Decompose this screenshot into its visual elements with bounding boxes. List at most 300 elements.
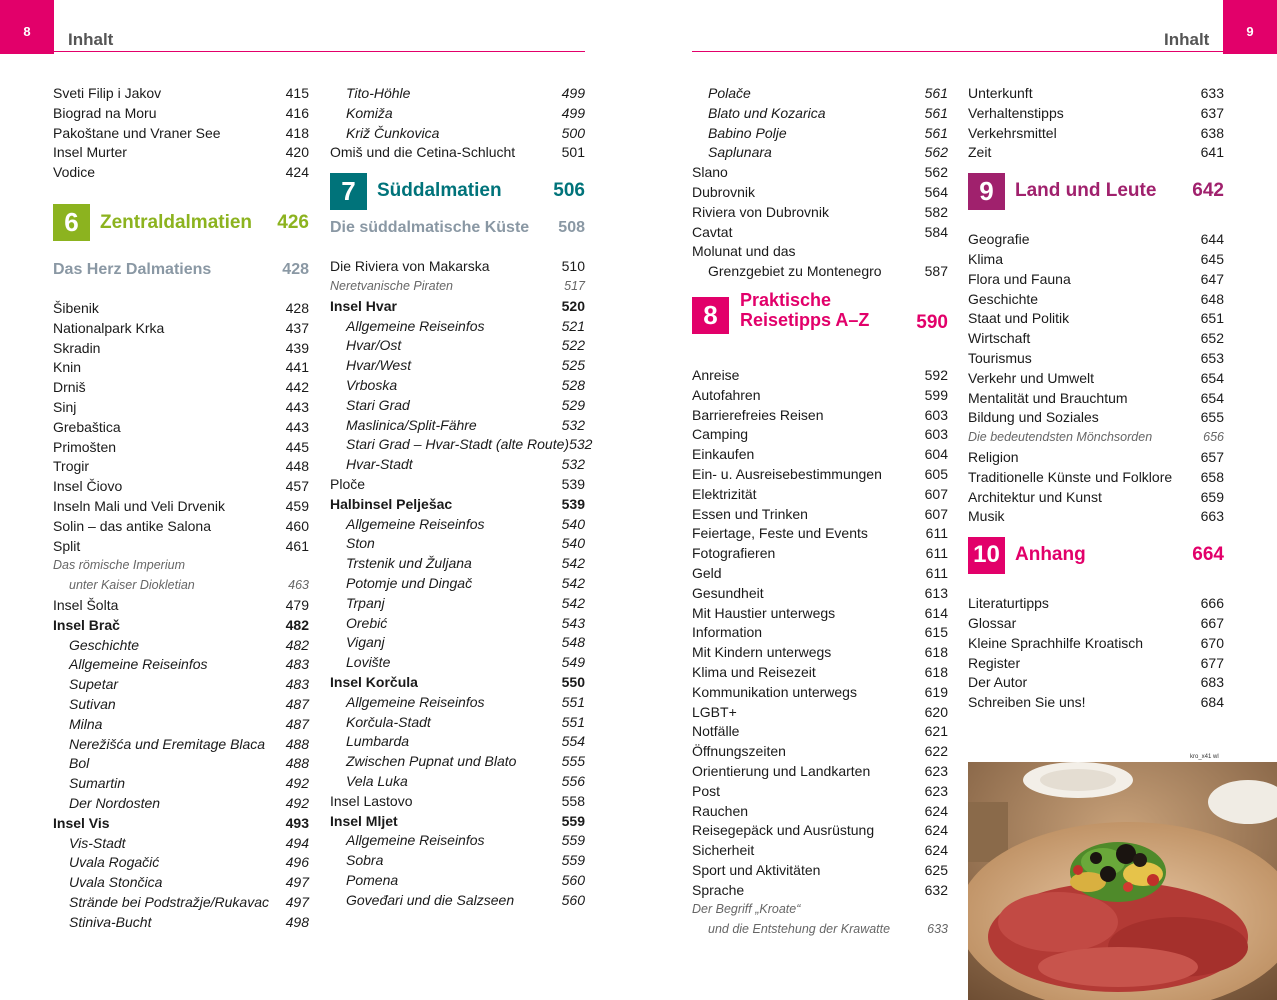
section-page: 508 xyxy=(558,219,585,237)
toc-entry[interactable] xyxy=(330,277,585,297)
section-title: Das Herz Dalmatiens xyxy=(53,260,212,278)
chapter-10-heading[interactable] xyxy=(968,535,1224,575)
toc-entry-page: 618 xyxy=(924,663,948,680)
toc-entry-page: 613 xyxy=(924,584,948,601)
toc-entry[interactable] xyxy=(968,448,1224,468)
toc-entry-page: 501 xyxy=(561,144,585,161)
toc-entry[interactable] xyxy=(330,633,585,653)
toc-entry[interactable] xyxy=(968,408,1224,428)
toc-entry[interactable] xyxy=(330,455,585,475)
toc-entry[interactable] xyxy=(968,389,1224,409)
toc-entry[interactable] xyxy=(968,84,1224,104)
toc-entry-label: Vrboska xyxy=(346,376,398,393)
toc-entry-label: Stiniva-Bucht xyxy=(69,913,152,930)
toc-entry[interactable] xyxy=(968,309,1224,329)
toc-entry[interactable] xyxy=(968,230,1224,250)
toc-list xyxy=(968,594,1224,713)
toc-entry-page: 560 xyxy=(561,891,585,908)
toc-entry-page: 500 xyxy=(561,124,585,141)
toc-entry-page: 442 xyxy=(285,379,309,396)
toc-entry-page: 492 xyxy=(285,794,309,811)
toc-entry[interactable] xyxy=(53,754,309,774)
toc-entry-page: 540 xyxy=(561,535,585,552)
toc-entry-label: Sveti Filip i Jakov xyxy=(53,85,162,101)
toc-entry-page: 670 xyxy=(1200,634,1224,651)
toc-entry-page: 684 xyxy=(1200,694,1224,711)
toc-entry-page: 584 xyxy=(924,223,948,240)
toc-entry[interactable] xyxy=(330,713,585,733)
toc-entry-page: 655 xyxy=(1200,409,1224,426)
toc-entry[interactable] xyxy=(692,143,948,163)
toc-entry-page: 654 xyxy=(1200,389,1224,406)
toc-entry[interactable] xyxy=(692,84,948,104)
toc-entry-page: 621 xyxy=(924,723,948,740)
toc-entry-label: Pakoštane und Vraner See xyxy=(53,124,221,141)
toc-list xyxy=(53,299,309,933)
toc-entry[interactable] xyxy=(330,732,585,752)
toc-entry[interactable] xyxy=(330,143,585,163)
toc-entry-page: 619 xyxy=(924,683,948,700)
toc-entry[interactable] xyxy=(968,250,1224,270)
toc-entry-label: Fotografieren xyxy=(692,545,776,562)
toc-entry[interactable] xyxy=(53,695,309,715)
toc-entry[interactable] xyxy=(330,554,585,574)
toc-entry-page: 532 xyxy=(561,416,585,433)
toc-entry-label: Klima xyxy=(968,250,1004,267)
toc-entry-label: Geografie xyxy=(968,231,1030,248)
toc-entry-page: 654 xyxy=(1200,369,1224,386)
toc-entry[interactable] xyxy=(53,124,309,144)
chapter-6-heading[interactable] xyxy=(53,203,309,243)
toc-entry-label: Mit Kindern unterwegs xyxy=(692,644,832,661)
toc-entry[interactable] xyxy=(53,438,309,458)
toc-entry-label: Sport und Aktivitäten xyxy=(692,861,821,878)
toc-entry[interactable] xyxy=(692,465,948,485)
toc-entry-label: Architektur und Kunst xyxy=(968,488,1102,505)
toc-entry[interactable] xyxy=(330,257,585,277)
toc-entry[interactable] xyxy=(53,616,309,636)
toc-column-3 xyxy=(692,84,948,940)
toc-entry[interactable] xyxy=(330,614,585,634)
toc-entry[interactable] xyxy=(53,497,309,517)
toc-entry[interactable] xyxy=(53,537,309,557)
toc-entry-page: 611 xyxy=(925,525,948,542)
toc-entry-label: Insel Lastovo xyxy=(330,792,413,809)
toc-entry-label: Supetar xyxy=(69,676,119,693)
toc-entry-page: 416 xyxy=(285,104,309,121)
toc-entry-page: 488 xyxy=(285,735,309,752)
toc-entry-label: Insel Korčula xyxy=(330,673,418,690)
toc-entry[interactable] xyxy=(968,124,1224,144)
toc-entry-label: Insel Brač xyxy=(53,616,120,633)
toc-entry[interactable] xyxy=(330,104,585,124)
toc-entry-page: 483 xyxy=(285,656,309,673)
toc-entry[interactable] xyxy=(330,297,585,317)
toc-entry[interactable] xyxy=(692,841,948,861)
toc-entry-page: 539 xyxy=(561,495,585,512)
toc-entry-label: und die Entstehung der Krawatte xyxy=(708,922,891,937)
toc-entry[interactable] xyxy=(692,821,948,841)
toc-entry-page: 653 xyxy=(1200,349,1224,366)
toc-entry[interactable] xyxy=(692,485,948,505)
toc-entry[interactable] xyxy=(330,317,585,337)
toc-entry-page: 525 xyxy=(561,357,585,374)
toc-entry[interactable] xyxy=(330,752,585,772)
toc-entry[interactable] xyxy=(968,290,1224,310)
toc-entry[interactable] xyxy=(692,643,948,663)
toc-entry-label: Register xyxy=(968,654,1021,671)
toc-entry[interactable] xyxy=(53,457,309,477)
toc-entry-label: unter Kaiser Diokletian xyxy=(69,578,195,593)
toc-entry[interactable] xyxy=(330,851,585,871)
chapter-title: Anhang xyxy=(1015,544,1086,566)
toc-entry[interactable] xyxy=(53,853,309,873)
toc-entry-page: 614 xyxy=(924,604,948,621)
toc-entry[interactable] xyxy=(330,831,585,851)
toc-entry-label: Stari Grad xyxy=(346,396,410,413)
section-heading[interactable] xyxy=(330,219,585,241)
toc-entry-label: Tito-Höhle xyxy=(346,85,411,101)
toc-entry[interactable] xyxy=(692,544,948,564)
toc-entry-page: 624 xyxy=(924,822,948,839)
toc-entry[interactable] xyxy=(968,594,1224,614)
toc-entry[interactable] xyxy=(330,574,585,594)
toc-entry-page: 623 xyxy=(924,762,948,779)
toc-entry[interactable] xyxy=(330,653,585,673)
toc-entry[interactable] xyxy=(330,435,593,455)
toc-entry[interactable] xyxy=(968,270,1224,290)
toc-entry[interactable] xyxy=(53,774,309,794)
toc-entry[interactable] xyxy=(968,614,1224,634)
toc-entry[interactable] xyxy=(692,242,948,262)
toc-entry[interactable] xyxy=(53,655,309,675)
toc-entry[interactable] xyxy=(692,223,948,243)
toc-entry[interactable] xyxy=(692,762,948,782)
toc-entry[interactable] xyxy=(330,693,585,713)
left-page-header: Inhalt xyxy=(68,30,114,49)
toc-entry-page: 620 xyxy=(924,703,948,720)
toc-entry[interactable] xyxy=(968,488,1224,508)
toc-entry[interactable] xyxy=(692,262,948,282)
toc-column-1 xyxy=(53,84,309,932)
toc-entry[interactable] xyxy=(968,428,1224,448)
toc-entry[interactable] xyxy=(692,722,948,742)
toc-entry[interactable] xyxy=(53,299,309,319)
toc-entry[interactable] xyxy=(53,339,309,359)
toc-entry[interactable] xyxy=(53,794,309,814)
toc-entry-page: 611 xyxy=(925,545,948,562)
toc-entry[interactable] xyxy=(692,900,948,920)
toc-entry[interactable] xyxy=(53,398,309,418)
toc-entry[interactable] xyxy=(692,604,948,624)
toc-entry[interactable] xyxy=(53,873,309,893)
toc-entry-page: 656 xyxy=(1203,430,1224,445)
toc-entry-page: 448 xyxy=(285,458,309,475)
toc-entry-page: 540 xyxy=(561,515,585,532)
toc-entry[interactable] xyxy=(692,703,948,723)
toc-entry-label: Unterkunft xyxy=(968,85,1033,101)
photo-credit: kro_x41 wl xyxy=(1190,754,1219,760)
toc-entry[interactable] xyxy=(330,84,585,104)
toc-entry-label: Primošten xyxy=(53,438,117,455)
toc-entry[interactable] xyxy=(330,594,585,614)
toc-entry-page: 592 xyxy=(924,366,948,383)
toc-entry[interactable] xyxy=(692,445,948,465)
toc-entry[interactable] xyxy=(692,663,948,683)
toc-entry-label: Stari Grad – Hvar-Stadt (alte Route) xyxy=(346,436,570,453)
toc-entry-label: Vela Luka xyxy=(346,772,408,789)
toc-entry[interactable] xyxy=(53,576,309,596)
toc-entry-label: Viganj xyxy=(346,634,385,651)
toc-list xyxy=(330,84,585,163)
toc-entry[interactable] xyxy=(692,203,948,223)
toc-entry-label: Korčula-Stadt xyxy=(346,713,431,730)
toc-entry-page: 542 xyxy=(561,555,585,572)
toc-entry-label: Geld xyxy=(692,564,722,581)
toc-entry-label: Allgemeine Reiseinfos xyxy=(69,656,208,673)
toc-entry-label: Slano xyxy=(692,164,728,181)
chapter-8-heading[interactable] xyxy=(692,290,948,338)
toc-entry[interactable] xyxy=(968,673,1224,693)
toc-entry-label: Verhaltenstipps xyxy=(968,104,1064,121)
toc-entry-label: Feiertage, Feste und Events xyxy=(692,525,868,542)
toc-entry[interactable] xyxy=(330,495,585,515)
toc-entry[interactable] xyxy=(692,104,948,124)
toc-entry[interactable] xyxy=(692,920,948,940)
toc-entry-label: Riviera von Dubrovnik xyxy=(692,203,829,220)
toc-entry[interactable] xyxy=(53,84,309,104)
toc-entry-page: 498 xyxy=(285,913,309,930)
right-page-header: Inhalt xyxy=(1164,30,1210,49)
toc-entry[interactable] xyxy=(692,406,948,426)
toc-entry-label: Allgemeine Reiseinfos xyxy=(346,693,485,710)
toc-entry[interactable] xyxy=(53,517,309,537)
toc-entry[interactable] xyxy=(330,891,585,911)
toc-entry-label: Skradin xyxy=(53,339,101,356)
toc-entry[interactable] xyxy=(692,881,948,901)
toc-entry-label: Maslinica/Split-Fähre xyxy=(346,416,477,433)
toc-entry-label: Kleine Sprachhilfe Kroatisch xyxy=(968,634,1144,651)
toc-entry-page: 522 xyxy=(561,337,585,354)
toc-entry[interactable] xyxy=(968,693,1224,713)
toc-entry-label: Omiš und die Cetina-Schlucht xyxy=(330,144,516,161)
toc-entry-page: 559 xyxy=(561,832,585,849)
toc-entry-page: 632 xyxy=(924,881,948,898)
toc-entry-page: 615 xyxy=(924,624,948,641)
toc-entry[interactable] xyxy=(53,596,309,616)
chapter-page: 642 xyxy=(1192,180,1224,202)
toc-entry-label: Zeit xyxy=(968,144,992,161)
toc-entry[interactable] xyxy=(53,675,309,695)
toc-entry-label: Insel Šolta xyxy=(53,596,119,613)
chapter-number-box: 6 xyxy=(53,204,90,241)
toc-entry-page: 418 xyxy=(285,124,309,141)
toc-entry-label: Vodice xyxy=(53,164,96,181)
toc-entry[interactable] xyxy=(53,358,309,378)
toc-entry-label: Wirtschaft xyxy=(968,330,1031,347)
toc-entry-page: 539 xyxy=(561,475,585,492)
toc-entry-page: 624 xyxy=(924,842,948,859)
toc-entry[interactable] xyxy=(330,515,585,535)
toc-entry[interactable] xyxy=(53,913,309,933)
toc-entry[interactable] xyxy=(692,584,948,604)
toc-entry[interactable] xyxy=(330,871,585,891)
toc-entry[interactable] xyxy=(968,468,1224,488)
toc-entry[interactable] xyxy=(692,183,948,203)
toc-entry-label: Hvar/West xyxy=(346,357,412,374)
toc-entry[interactable] xyxy=(692,524,948,544)
toc-entry[interactable] xyxy=(968,507,1224,527)
toc-entry-page: 492 xyxy=(285,775,309,792)
toc-entry-page: 529 xyxy=(561,396,585,413)
toc-entry[interactable] xyxy=(692,163,948,183)
toc-entry[interactable] xyxy=(53,715,309,735)
toc-list xyxy=(692,84,948,282)
toc-entry[interactable] xyxy=(330,416,585,436)
toc-entry-label: Insel Hvar xyxy=(330,297,397,314)
toc-entry[interactable] xyxy=(53,636,309,656)
toc-entry-label: Das römische Imperium xyxy=(53,558,185,573)
toc-entry-label: Vis-Stadt xyxy=(69,834,126,851)
toc-entry[interactable] xyxy=(53,814,309,834)
toc-entry[interactable] xyxy=(330,376,585,396)
toc-entry[interactable] xyxy=(968,634,1224,654)
toc-entry[interactable] xyxy=(330,396,585,416)
toc-entry[interactable] xyxy=(968,654,1224,674)
toc-entry-label: Der Nordosten xyxy=(69,794,161,811)
toc-entry-label: Der Autor xyxy=(968,674,1028,691)
toc-entry-page: 463 xyxy=(288,578,309,593)
toc-entry-label: Lumbarda xyxy=(346,733,410,750)
chapter-title: Zentraldalmatien xyxy=(100,211,253,233)
toc-entry[interactable] xyxy=(968,369,1224,389)
toc-entry-label: Hvar/Ost xyxy=(346,337,402,354)
toc-entry-label: Uvala Rogačić xyxy=(69,854,160,871)
toc-entry[interactable] xyxy=(692,425,948,445)
toc-entry-page: 562 xyxy=(924,144,948,161)
toc-entry[interactable] xyxy=(53,418,309,438)
right-header-rule xyxy=(692,51,1223,52)
toc-entry-page: 564 xyxy=(924,183,948,200)
toc-entry-label: Die bedeutendsten Mönchsorden xyxy=(968,430,1153,445)
toc-entry[interactable] xyxy=(692,124,948,144)
toc-entry[interactable] xyxy=(968,329,1224,349)
toc-entry[interactable] xyxy=(53,893,309,913)
toc-entry[interactable] xyxy=(692,366,948,386)
toc-entry-label: Trogir xyxy=(53,458,90,475)
toc-entry[interactable] xyxy=(692,802,948,822)
toc-entry-page: 420 xyxy=(285,144,309,161)
toc-entry-page: 652 xyxy=(1200,330,1224,347)
chapter-title: Land und Leute xyxy=(1015,180,1157,202)
toc-entry-label: Anreise xyxy=(692,366,740,383)
toc-entry-page: 558 xyxy=(561,792,585,809)
toc-entry-page: 550 xyxy=(561,673,585,690)
toc-entry-page: 658 xyxy=(1200,468,1224,485)
toc-entry-page: 549 xyxy=(561,654,585,671)
toc-entry[interactable] xyxy=(692,861,948,881)
toc-entry-label: Orientierung und Landkarten xyxy=(692,762,871,779)
toc-entry[interactable] xyxy=(692,742,948,762)
toc-entry[interactable] xyxy=(330,124,585,144)
chapter-title: Süddalmatien xyxy=(377,180,502,202)
toc-entry-page: 641 xyxy=(1200,144,1224,161)
toc-entry[interactable] xyxy=(330,475,585,495)
toc-entry-page: 624 xyxy=(924,802,948,819)
toc-entry-page: 648 xyxy=(1200,290,1224,307)
toc-entry-label: Einkaufen xyxy=(692,446,755,463)
toc-entry[interactable] xyxy=(53,556,309,576)
toc-entry-label: Geschichte xyxy=(968,290,1039,307)
toc-entry[interactable] xyxy=(330,336,585,356)
toc-entry-label: LGBT+ xyxy=(692,703,737,720)
toc-entry[interactable] xyxy=(692,782,948,802)
toc-entry[interactable] xyxy=(53,834,309,854)
toc-entry[interactable] xyxy=(53,143,309,163)
toc-entry[interactable] xyxy=(968,104,1224,124)
toc-entry-label: Milna xyxy=(69,715,103,732)
toc-entry[interactable] xyxy=(968,349,1224,369)
toc-entry[interactable] xyxy=(330,812,585,832)
toc-entry-label: Uvala Stončica xyxy=(69,874,163,891)
toc-entry[interactable] xyxy=(53,319,309,339)
section-heading[interactable] xyxy=(53,261,309,283)
toc-entry[interactable] xyxy=(53,735,309,755)
toc-entry[interactable] xyxy=(330,673,585,693)
toc-entry[interactable] xyxy=(692,386,948,406)
toc-entry-page: 657 xyxy=(1200,448,1224,465)
toc-entry[interactable] xyxy=(330,772,585,792)
toc-entry-label: Gesundheit xyxy=(692,584,764,601)
toc-entry[interactable] xyxy=(53,163,309,183)
toc-entry[interactable] xyxy=(692,505,948,525)
toc-entry-label: Barrierefreies Reisen xyxy=(692,406,824,423)
toc-entry-page: 493 xyxy=(285,814,309,831)
toc-entry[interactable] xyxy=(968,143,1224,163)
toc-entry[interactable] xyxy=(53,477,309,497)
toc-entry-label: Öffnungszeiten xyxy=(692,743,786,760)
toc-list xyxy=(968,230,1224,527)
toc-entry-page: 663 xyxy=(1200,508,1224,525)
toc-entry-page: 548 xyxy=(561,634,585,651)
toc-entry-label: Camping xyxy=(692,426,749,443)
toc-entry-label: Kommunikation unterwegs xyxy=(692,683,857,700)
toc-entry[interactable] xyxy=(692,623,948,643)
toc-entry-label: Staat und Politik xyxy=(968,310,1070,327)
chapter-7-heading[interactable] xyxy=(330,171,585,211)
toc-entry-page: 510 xyxy=(561,258,585,275)
toc-entry[interactable] xyxy=(53,378,309,398)
toc-entry-page: 487 xyxy=(285,695,309,712)
chapter-9-heading[interactable] xyxy=(968,171,1224,211)
toc-entry-label: Grebaštica xyxy=(53,418,121,435)
toc-entry-label: Zwischen Pupnat und Blato xyxy=(346,753,517,770)
chapter-title: Praktische Reisetipps A–Z xyxy=(740,289,870,330)
toc-entry[interactable] xyxy=(330,792,585,812)
food-photo-ham-platter xyxy=(968,762,1277,1000)
toc-entry-page: 605 xyxy=(924,465,948,482)
toc-entry[interactable] xyxy=(692,683,948,703)
toc-entry-page: 483 xyxy=(285,676,309,693)
toc-entry-label: Sinj xyxy=(53,398,77,415)
toc-entry[interactable] xyxy=(692,564,948,584)
toc-entry[interactable] xyxy=(53,104,309,124)
toc-column-2 xyxy=(330,84,593,910)
toc-entry[interactable] xyxy=(330,356,585,376)
toc-entry-page: 622 xyxy=(924,743,948,760)
toc-entry[interactable] xyxy=(330,534,585,554)
toc-entry-page: 623 xyxy=(924,782,948,799)
